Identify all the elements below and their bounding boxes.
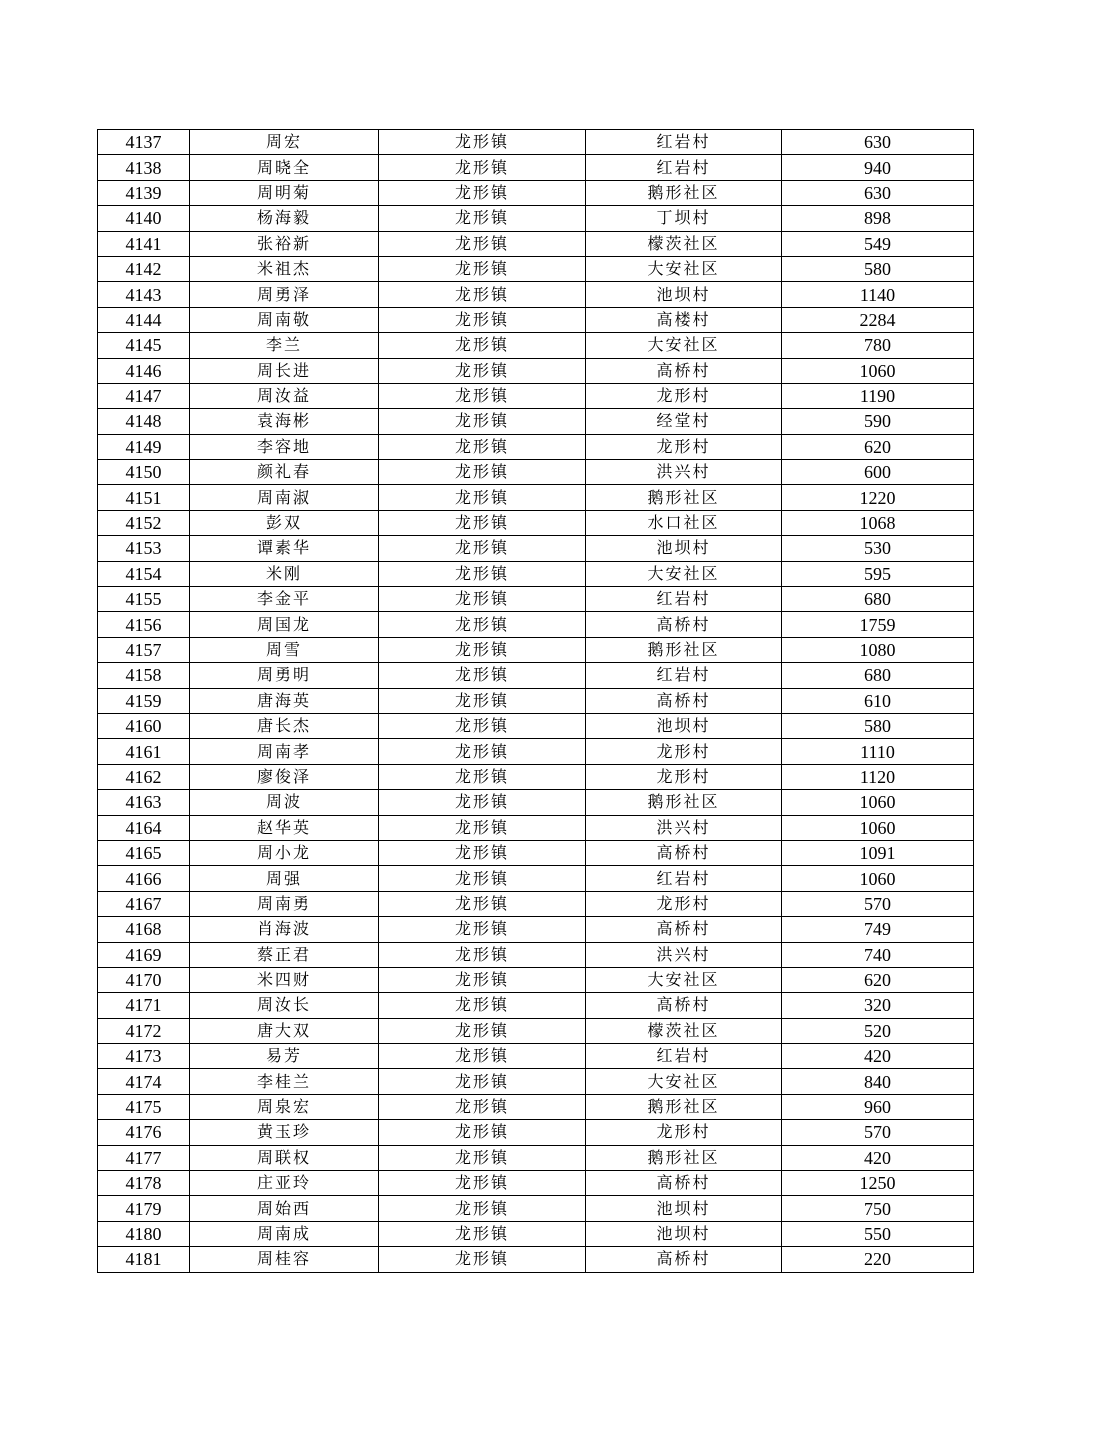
village-cell: 大安社区 xyxy=(586,256,782,281)
row-number-cell: 4139 xyxy=(98,180,190,205)
name-cell: 米四财 xyxy=(190,967,379,992)
row-number-cell: 4163 xyxy=(98,790,190,815)
table-row xyxy=(98,891,974,916)
amount-cell: 1091 xyxy=(782,840,974,865)
town-cell: 龙形镇 xyxy=(379,663,586,688)
name-cell: 谭素华 xyxy=(190,536,379,561)
amount-cell: 1120 xyxy=(782,764,974,789)
table-row xyxy=(98,561,974,586)
amount-cell: 1220 xyxy=(782,485,974,510)
town-cell: 龙形镇 xyxy=(379,587,586,612)
row-number-cell: 4175 xyxy=(98,1094,190,1119)
table-row xyxy=(98,688,974,713)
town-cell: 龙形镇 xyxy=(379,1196,586,1221)
row-number-cell: 4150 xyxy=(98,460,190,485)
town-cell: 龙形镇 xyxy=(379,282,586,307)
amount-cell: 320 xyxy=(782,993,974,1018)
name-cell: 周南成 xyxy=(190,1221,379,1246)
amount-cell: 780 xyxy=(782,333,974,358)
town-cell: 龙形镇 xyxy=(379,358,586,383)
town-cell: 龙形镇 xyxy=(379,866,586,891)
table-row xyxy=(98,307,974,332)
name-cell: 周南淑 xyxy=(190,485,379,510)
name-cell: 米刚 xyxy=(190,561,379,586)
name-cell: 廖俊泽 xyxy=(190,764,379,789)
amount-cell: 1060 xyxy=(782,815,974,840)
amount-cell: 1060 xyxy=(782,866,974,891)
table-row xyxy=(98,1145,974,1170)
amount-cell: 960 xyxy=(782,1094,974,1119)
table-row xyxy=(98,460,974,485)
name-cell: 李桂兰 xyxy=(190,1069,379,1094)
row-number-cell: 4176 xyxy=(98,1120,190,1145)
row-number-cell: 4170 xyxy=(98,967,190,992)
town-cell: 龙形镇 xyxy=(379,790,586,815)
village-cell: 鹅形社区 xyxy=(586,1094,782,1119)
amount-cell: 1190 xyxy=(782,383,974,408)
row-number-cell: 4179 xyxy=(98,1196,190,1221)
table-row xyxy=(98,1221,974,1246)
row-number-cell: 4149 xyxy=(98,434,190,459)
village-cell: 池坝村 xyxy=(586,536,782,561)
amount-cell: 1080 xyxy=(782,637,974,662)
table-row xyxy=(98,663,974,688)
village-cell: 丁坝村 xyxy=(586,206,782,231)
name-cell: 周南敬 xyxy=(190,307,379,332)
name-cell: 唐大双 xyxy=(190,1018,379,1043)
name-cell: 李兰 xyxy=(190,333,379,358)
table-row xyxy=(98,358,974,383)
row-number-cell: 4167 xyxy=(98,891,190,916)
table-row xyxy=(98,434,974,459)
name-cell: 周长进 xyxy=(190,358,379,383)
row-number-cell: 4177 xyxy=(98,1145,190,1170)
table-row xyxy=(98,637,974,662)
amount-cell: 520 xyxy=(782,1018,974,1043)
amount-cell: 680 xyxy=(782,663,974,688)
town-cell: 龙形镇 xyxy=(379,561,586,586)
name-cell: 周小龙 xyxy=(190,840,379,865)
village-cell: 红岩村 xyxy=(586,587,782,612)
town-cell: 龙形镇 xyxy=(379,917,586,942)
name-cell: 周汝益 xyxy=(190,383,379,408)
town-cell: 龙形镇 xyxy=(379,1171,586,1196)
town-cell: 龙形镇 xyxy=(379,434,586,459)
name-cell: 周桂容 xyxy=(190,1247,379,1272)
town-cell: 龙形镇 xyxy=(379,815,586,840)
name-cell: 周宏 xyxy=(190,130,379,155)
village-cell: 龙形村 xyxy=(586,764,782,789)
name-cell: 唐海英 xyxy=(190,688,379,713)
name-cell: 李金平 xyxy=(190,587,379,612)
amount-cell: 530 xyxy=(782,536,974,561)
name-cell: 周晓全 xyxy=(190,155,379,180)
village-cell: 鹅形社区 xyxy=(586,790,782,815)
town-cell: 龙形镇 xyxy=(379,840,586,865)
amount-cell: 590 xyxy=(782,409,974,434)
town-cell: 龙形镇 xyxy=(379,688,586,713)
name-cell: 赵华英 xyxy=(190,815,379,840)
name-cell: 李容地 xyxy=(190,434,379,459)
table-row xyxy=(98,815,974,840)
village-cell: 高桥村 xyxy=(586,1171,782,1196)
amount-cell: 620 xyxy=(782,967,974,992)
amount-cell: 1110 xyxy=(782,739,974,764)
table-row xyxy=(98,206,974,231)
table-row xyxy=(98,1247,974,1272)
row-number-cell: 4169 xyxy=(98,942,190,967)
village-cell: 鹅形社区 xyxy=(586,1145,782,1170)
table-row xyxy=(98,790,974,815)
village-cell: 经堂村 xyxy=(586,409,782,434)
village-cell: 红岩村 xyxy=(586,663,782,688)
amount-cell: 1250 xyxy=(782,1171,974,1196)
row-number-cell: 4142 xyxy=(98,256,190,281)
table-row xyxy=(98,866,974,891)
table-row xyxy=(98,231,974,256)
town-cell: 龙形镇 xyxy=(379,307,586,332)
amount-cell: 740 xyxy=(782,942,974,967)
row-number-cell: 4162 xyxy=(98,764,190,789)
amount-cell: 549 xyxy=(782,231,974,256)
town-cell: 龙形镇 xyxy=(379,231,586,256)
row-number-cell: 4172 xyxy=(98,1018,190,1043)
village-cell: 高桥村 xyxy=(586,688,782,713)
name-cell: 米祖杰 xyxy=(190,256,379,281)
village-cell: 高桥村 xyxy=(586,840,782,865)
table-row xyxy=(98,1120,974,1145)
village-cell: 高楼村 xyxy=(586,307,782,332)
amount-cell: 840 xyxy=(782,1069,974,1094)
table-row xyxy=(98,282,974,307)
village-cell: 龙形村 xyxy=(586,1120,782,1145)
town-cell: 龙形镇 xyxy=(379,1247,586,1272)
row-number-cell: 4161 xyxy=(98,739,190,764)
town-cell: 龙形镇 xyxy=(379,180,586,205)
town-cell: 龙形镇 xyxy=(379,1044,586,1069)
table-row xyxy=(98,485,974,510)
town-cell: 龙形镇 xyxy=(379,1221,586,1246)
table-row xyxy=(98,917,974,942)
town-cell: 龙形镇 xyxy=(379,333,586,358)
table-row xyxy=(98,155,974,180)
name-cell: 杨海毅 xyxy=(190,206,379,231)
village-cell: 龙形村 xyxy=(586,434,782,459)
town-cell: 龙形镇 xyxy=(379,485,586,510)
row-number-cell: 4168 xyxy=(98,917,190,942)
table-row xyxy=(98,256,974,281)
town-cell: 龙形镇 xyxy=(379,637,586,662)
village-cell: 池坝村 xyxy=(586,1196,782,1221)
town-cell: 龙形镇 xyxy=(379,993,586,1018)
name-cell: 周雪 xyxy=(190,637,379,662)
row-number-cell: 4157 xyxy=(98,637,190,662)
row-number-cell: 4180 xyxy=(98,1221,190,1246)
table-row xyxy=(98,1044,974,1069)
row-number-cell: 4171 xyxy=(98,993,190,1018)
town-cell: 龙形镇 xyxy=(379,206,586,231)
row-number-cell: 4155 xyxy=(98,587,190,612)
village-cell: 池坝村 xyxy=(586,1221,782,1246)
name-cell: 周汝长 xyxy=(190,993,379,1018)
table-row xyxy=(98,130,974,155)
row-number-cell: 4154 xyxy=(98,561,190,586)
village-cell: 红岩村 xyxy=(586,155,782,180)
name-cell: 周南勇 xyxy=(190,891,379,916)
amount-cell: 610 xyxy=(782,688,974,713)
table-row xyxy=(98,536,974,561)
name-cell: 周泉宏 xyxy=(190,1094,379,1119)
amount-cell: 1759 xyxy=(782,612,974,637)
town-cell: 龙形镇 xyxy=(379,713,586,738)
row-number-cell: 4174 xyxy=(98,1069,190,1094)
village-cell: 洪兴村 xyxy=(586,942,782,967)
row-number-cell: 4152 xyxy=(98,510,190,535)
village-cell: 鹅形社区 xyxy=(586,180,782,205)
row-number-cell: 4146 xyxy=(98,358,190,383)
town-cell: 龙形镇 xyxy=(379,460,586,485)
table-row xyxy=(98,612,974,637)
amount-cell: 600 xyxy=(782,460,974,485)
amount-cell: 1068 xyxy=(782,510,974,535)
amount-cell: 750 xyxy=(782,1196,974,1221)
amount-cell: 580 xyxy=(782,256,974,281)
name-cell: 庄亚玲 xyxy=(190,1171,379,1196)
row-number-cell: 4147 xyxy=(98,383,190,408)
table-row xyxy=(98,713,974,738)
village-cell: 龙形村 xyxy=(586,739,782,764)
name-cell: 颜礼春 xyxy=(190,460,379,485)
table-row xyxy=(98,840,974,865)
row-number-cell: 4138 xyxy=(98,155,190,180)
town-cell: 龙形镇 xyxy=(379,942,586,967)
amount-cell: 420 xyxy=(782,1145,974,1170)
town-cell: 龙形镇 xyxy=(379,1120,586,1145)
row-number-cell: 4137 xyxy=(98,130,190,155)
amount-cell: 2284 xyxy=(782,307,974,332)
row-number-cell: 4159 xyxy=(98,688,190,713)
name-cell: 蔡正君 xyxy=(190,942,379,967)
amount-cell: 420 xyxy=(782,1044,974,1069)
amount-cell: 220 xyxy=(782,1247,974,1272)
amount-cell: 680 xyxy=(782,587,974,612)
row-number-cell: 4173 xyxy=(98,1044,190,1069)
town-cell: 龙形镇 xyxy=(379,409,586,434)
village-cell: 洪兴村 xyxy=(586,815,782,840)
village-cell: 檬茨社区 xyxy=(586,1018,782,1043)
row-number-cell: 4140 xyxy=(98,206,190,231)
town-cell: 龙形镇 xyxy=(379,739,586,764)
name-cell: 周国龙 xyxy=(190,612,379,637)
records-table-body xyxy=(98,130,974,1273)
name-cell: 黄玉珍 xyxy=(190,1120,379,1145)
amount-cell: 570 xyxy=(782,1120,974,1145)
amount-cell: 620 xyxy=(782,434,974,459)
table-row xyxy=(98,1094,974,1119)
row-number-cell: 4151 xyxy=(98,485,190,510)
row-number-cell: 4158 xyxy=(98,663,190,688)
amount-cell: 630 xyxy=(782,180,974,205)
village-cell: 红岩村 xyxy=(586,130,782,155)
village-cell: 池坝村 xyxy=(586,713,782,738)
town-cell: 龙形镇 xyxy=(379,891,586,916)
town-cell: 龙形镇 xyxy=(379,1069,586,1094)
name-cell: 周南孝 xyxy=(190,739,379,764)
amount-cell: 580 xyxy=(782,713,974,738)
village-cell: 檬茨社区 xyxy=(586,231,782,256)
village-cell: 水口社区 xyxy=(586,510,782,535)
table-row xyxy=(98,739,974,764)
town-cell: 龙形镇 xyxy=(379,155,586,180)
village-cell: 龙形村 xyxy=(586,383,782,408)
village-cell: 红岩村 xyxy=(586,866,782,891)
table-row xyxy=(98,587,974,612)
village-cell: 大安社区 xyxy=(586,561,782,586)
village-cell: 高桥村 xyxy=(586,993,782,1018)
village-cell: 大安社区 xyxy=(586,1069,782,1094)
row-number-cell: 4164 xyxy=(98,815,190,840)
table-row xyxy=(98,1196,974,1221)
amount-cell: 630 xyxy=(782,130,974,155)
village-cell: 池坝村 xyxy=(586,282,782,307)
name-cell: 唐长杰 xyxy=(190,713,379,738)
amount-cell: 1060 xyxy=(782,358,974,383)
name-cell: 肖海波 xyxy=(190,917,379,942)
row-number-cell: 4156 xyxy=(98,612,190,637)
name-cell: 易芳 xyxy=(190,1044,379,1069)
village-cell: 龙形村 xyxy=(586,891,782,916)
town-cell: 龙形镇 xyxy=(379,510,586,535)
records-table xyxy=(97,129,974,1273)
row-number-cell: 4145 xyxy=(98,333,190,358)
amount-cell: 595 xyxy=(782,561,974,586)
amount-cell: 570 xyxy=(782,891,974,916)
name-cell: 周波 xyxy=(190,790,379,815)
table-row xyxy=(98,1171,974,1196)
row-number-cell: 4153 xyxy=(98,536,190,561)
table-row xyxy=(98,409,974,434)
village-cell: 高桥村 xyxy=(586,917,782,942)
name-cell: 张裕新 xyxy=(190,231,379,256)
row-number-cell: 4165 xyxy=(98,840,190,865)
town-cell: 龙形镇 xyxy=(379,612,586,637)
table-row xyxy=(98,967,974,992)
table-row xyxy=(98,942,974,967)
table-row xyxy=(98,993,974,1018)
row-number-cell: 4144 xyxy=(98,307,190,332)
name-cell: 袁海彬 xyxy=(190,409,379,434)
row-number-cell: 4148 xyxy=(98,409,190,434)
village-cell: 鹅形社区 xyxy=(586,637,782,662)
town-cell: 龙形镇 xyxy=(379,256,586,281)
town-cell: 龙形镇 xyxy=(379,1018,586,1043)
row-number-cell: 4181 xyxy=(98,1247,190,1272)
town-cell: 龙形镇 xyxy=(379,967,586,992)
name-cell: 周明菊 xyxy=(190,180,379,205)
village-cell: 高桥村 xyxy=(586,358,782,383)
village-cell: 红岩村 xyxy=(586,1044,782,1069)
name-cell: 周勇泽 xyxy=(190,282,379,307)
village-cell: 高桥村 xyxy=(586,1247,782,1272)
town-cell: 龙形镇 xyxy=(379,536,586,561)
town-cell: 龙形镇 xyxy=(379,1094,586,1119)
amount-cell: 550 xyxy=(782,1221,974,1246)
village-cell: 大安社区 xyxy=(586,333,782,358)
amount-cell: 1060 xyxy=(782,790,974,815)
amount-cell: 898 xyxy=(782,206,974,231)
amount-cell: 1140 xyxy=(782,282,974,307)
table-row xyxy=(98,764,974,789)
amount-cell: 749 xyxy=(782,917,974,942)
village-cell: 鹅形社区 xyxy=(586,485,782,510)
town-cell: 龙形镇 xyxy=(379,764,586,789)
table-row xyxy=(98,383,974,408)
row-number-cell: 4178 xyxy=(98,1171,190,1196)
name-cell: 周始西 xyxy=(190,1196,379,1221)
row-number-cell: 4166 xyxy=(98,866,190,891)
town-cell: 龙形镇 xyxy=(379,1145,586,1170)
table-row xyxy=(98,1069,974,1094)
name-cell: 周强 xyxy=(190,866,379,891)
amount-cell: 940 xyxy=(782,155,974,180)
town-cell: 龙形镇 xyxy=(379,383,586,408)
town-cell: 龙形镇 xyxy=(379,130,586,155)
row-number-cell: 4143 xyxy=(98,282,190,307)
name-cell: 周联权 xyxy=(190,1145,379,1170)
row-number-cell: 4141 xyxy=(98,231,190,256)
village-cell: 高桥村 xyxy=(586,612,782,637)
village-cell: 洪兴村 xyxy=(586,460,782,485)
row-number-cell: 4160 xyxy=(98,713,190,738)
table-row xyxy=(98,1018,974,1043)
table-row xyxy=(98,333,974,358)
name-cell: 彭双 xyxy=(190,510,379,535)
table-row xyxy=(98,180,974,205)
village-cell: 大安社区 xyxy=(586,967,782,992)
table-row xyxy=(98,510,974,535)
name-cell: 周勇明 xyxy=(190,663,379,688)
